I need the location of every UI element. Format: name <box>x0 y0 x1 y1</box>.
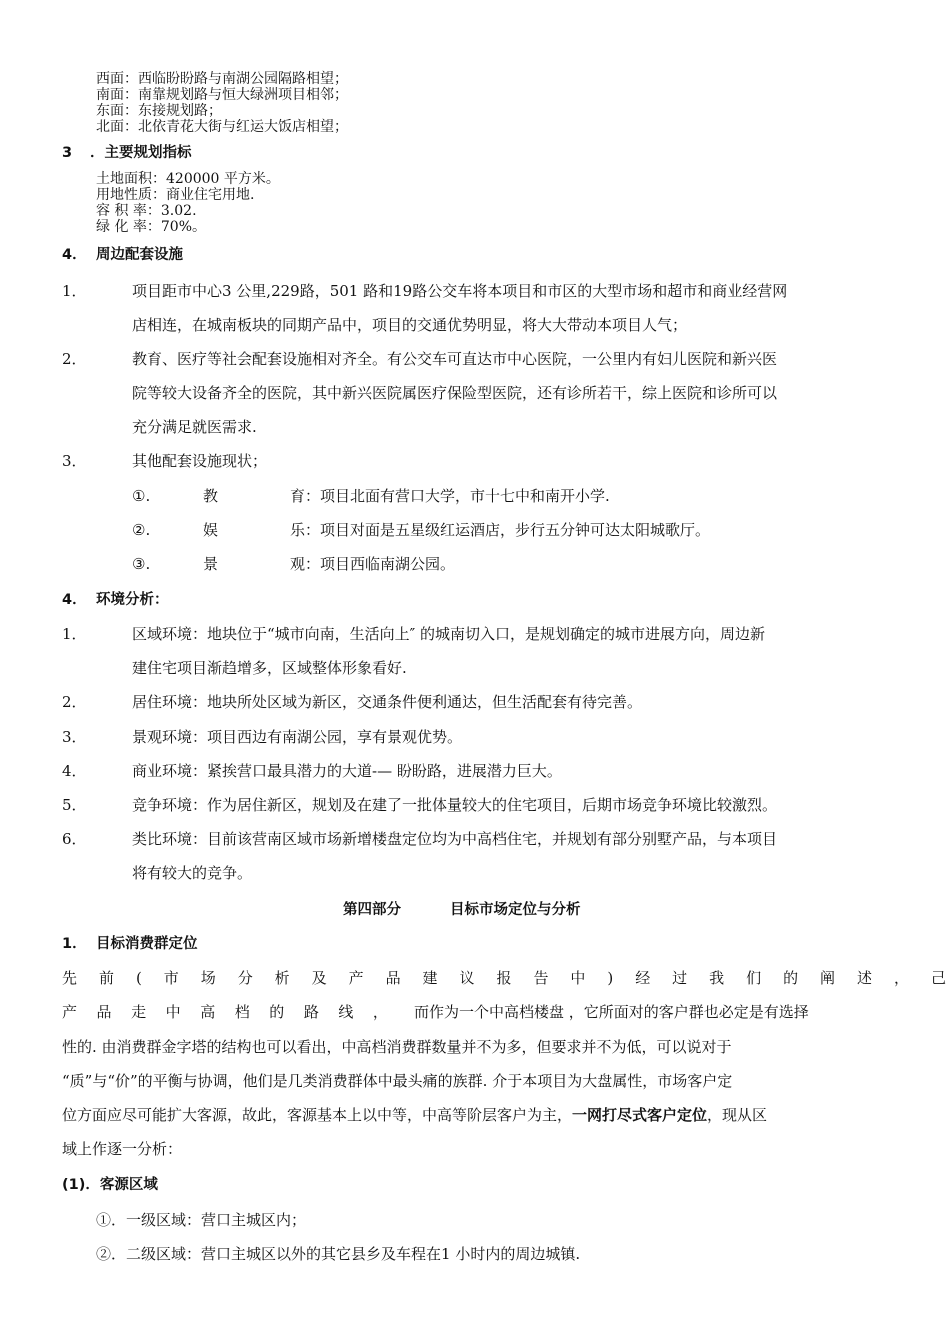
line-1-char: 先 <box>62 969 78 987</box>
env-5-number: 5． <box>62 796 87 814</box>
indicator-plot-ratio: 容 积 率：3.02. <box>96 203 197 219</box>
section-4-title: 周边配套设施 <box>96 247 183 263</box>
line-1-char: 析 <box>274 969 290 987</box>
line-1-char: 及 <box>311 969 327 987</box>
line-1-char: 前 <box>98 969 114 987</box>
target-line-1 <box>62 968 946 988</box>
target-line-5 <box>62 1105 767 1125</box>
facility-2-line-3: 充分满足就医需求. <box>132 418 257 436</box>
env-1-line-1: 区域环境：地块位于“城市向南，生活向上″ 的城南切入口，是规划确定的城市进展方向，周边新 <box>132 625 766 643</box>
env-3-line-1: 景观环境：项目西边有南湖公园，享有景观优势。 <box>132 728 463 746</box>
line-1-char: 述 <box>857 969 873 987</box>
target-title: 目标消费群定位 <box>96 936 198 952</box>
line-1-char: 中 <box>570 969 586 987</box>
env-4-number: 4． <box>62 762 87 780</box>
line-1-char: 阐 <box>820 969 836 987</box>
env-2-line-1: 居住环境：地块所处区域为新区，交通条件便利通达，但生活配套有待完善。 <box>132 693 643 711</box>
boundary-west: 西面：西临盼盼路与南湖公园隔路相望； <box>96 71 348 87</box>
target-line-4: “质”与“价”的平衡与协调，他们是几类消费群体中最头痛的族群. 介于本项目为大盘属性，市场客户定 <box>62 1072 733 1090</box>
line-2-char: 产 <box>62 1003 78 1021</box>
line-1-char: 分 <box>237 969 253 987</box>
section-4-number: 4． <box>62 247 87 263</box>
line-1-char: 己 <box>930 969 946 987</box>
target-line-3: 性的. 由消费群金字塔的结构也可以看出，中高档消费群数量并不为多，但要求并不为低，可以说对于 <box>62 1038 732 1056</box>
env-6-line-2: 将有较大的竞争。 <box>132 864 253 882</box>
line-2-char: 中 <box>165 1003 181 1021</box>
source-area-1: ①．一级区域：营口主城区内； <box>96 1211 307 1229</box>
line-1-char: 我 <box>709 969 725 987</box>
line-2-char: 高 <box>200 1003 216 1021</box>
line-2-char: 的 <box>269 1003 285 1021</box>
sub-1-char: 教 <box>203 487 219 505</box>
source-area-2: ②．二级区域：营口主城区以外的其它县乡及车程在1 小时内的周边城镇. <box>96 1245 581 1263</box>
target-line-5-emphasis: 一网打尽式客户定位 <box>572 1106 708 1124</box>
line-1-char: 的 <box>783 969 799 987</box>
env-1-line-2: 建住宅项目渐趋增多，区域整体形象看好. <box>132 659 407 677</box>
line-2-char: 线 <box>338 1003 354 1021</box>
env-4-line-1: 商业环境：紧挨营口最具潜力的大道-— 盼盼路，进展潜力巨大。 <box>132 762 562 780</box>
env-6-line-1: 类比环境：目前该营南区域市场新增楼盘定位均为中高档住宅，并规划有部分别墅产品，与本项目 <box>132 830 778 848</box>
boundary-east: 东面：东接规划路； <box>96 103 222 119</box>
section-3-title: ．主要规划指标 <box>90 145 192 161</box>
line-1-char: 场 <box>200 969 216 987</box>
line-1-char: 产 <box>348 969 364 987</box>
indicator-land-use: 用地性质：商业住宅用地. <box>96 187 255 203</box>
indicator-land-area: 土地面积：420000 平方米。 <box>96 171 280 187</box>
line-2-char: 档 <box>234 1003 250 1021</box>
boundary-north: 北面：北依青花大街与红运大饭店相望； <box>96 119 348 135</box>
env-6-number: 6． <box>62 830 87 848</box>
boundary-south: 南面：南靠规划路与恒大绿洲项目相邻； <box>96 87 348 103</box>
facility-2-number: 2． <box>62 350 87 368</box>
sub-1-text: 育：项目北面有营口大学，市十七中和南开小学. <box>290 487 610 505</box>
source-area-title: (1)．客源区域 <box>62 1177 158 1193</box>
target-line-2a <box>62 1002 388 1022</box>
line-1-char: 报 <box>496 969 512 987</box>
facility-3-line-1: 其他配套设施现状； <box>132 452 268 470</box>
facility-2-line-1: 教育、医疗等社会配套设施相对齐全。有公交车可直达市中心医院，一公里内有妇儿医院和新兴医 <box>132 350 778 368</box>
sub-2-text: 乐：项目对面是五星级红运酒店，步行五分钟可达太阳城歌厅。 <box>290 521 711 539</box>
env-5-line-1: 竞争环境：作为居住新区，规划及在建了一批体量较大的住宅项目，后期市场竞争环境比较激烈。 <box>132 796 778 814</box>
part-4-label: 第四部分 <box>343 902 401 918</box>
line-2-char: 走 <box>131 1003 147 1021</box>
sub-3-text: 观：项目西临南湖公园。 <box>290 555 456 573</box>
indicator-green-ratio: 绿 化 率：70%。 <box>96 219 207 235</box>
sub-2-char: 娱 <box>203 521 219 539</box>
target-line-5-c: ，现从区 <box>707 1106 768 1124</box>
section-env-number: 4． <box>62 592 87 608</box>
section-3-number: 3 <box>62 145 73 161</box>
line-1-char: 们 <box>746 969 762 987</box>
target-line-2b: 而作为一个中高档楼盘 ，它所面对的客户群也必定是有选择 <box>414 1003 809 1021</box>
line-1-char: 过 <box>672 969 688 987</box>
line-1-char: 品 <box>385 969 401 987</box>
line-1-char: ( <box>135 969 142 987</box>
part-4-title: 目标市场定位与分析 <box>450 902 581 918</box>
line-2-char: 品 <box>96 1003 112 1021</box>
line-2-char: 路 <box>303 1003 319 1021</box>
facility-3-number: 3． <box>62 452 87 470</box>
line-2-char: ， <box>372 1003 388 1021</box>
env-3-number: 3． <box>62 728 87 746</box>
line-1-char: 经 <box>635 969 651 987</box>
facility-2-line-2: 院等较大设备齐全的医院，其中新兴医院属医疗保险型医院，还有诊所若干，综上医院和诊所可以 <box>132 384 778 402</box>
sub-3-number: ③. <box>132 555 151 573</box>
section-env-title: 环境分析： <box>96 592 169 608</box>
line-1-char: ) <box>607 969 614 987</box>
line-1-char: 市 <box>163 969 179 987</box>
facility-1-number: 1． <box>62 282 87 300</box>
target-line-6: 域上作逐一分析： <box>62 1140 183 1158</box>
sub-3-char: 景 <box>203 555 219 573</box>
sub-2-number: ②. <box>132 521 151 539</box>
env-1-number: 1． <box>62 625 87 643</box>
line-1-char: ， <box>893 969 909 987</box>
facility-1-line-2: 店相连，在城南板块的同期产品中，项目的交通优势明显，将大大带动本项目人气； <box>132 316 688 334</box>
facility-1-line-1: 项目距市中心3 公里,229路，501 路和19路公交车将本项目和市区的大型市场和超市和商业经营网 <box>132 282 788 300</box>
target-line-5-a: 位方面应尽可能扩大客源，故此，客源基本上以中等，中高等阶层客户为主， <box>62 1106 573 1124</box>
target-number: 1． <box>62 936 87 952</box>
line-1-char: 告 <box>533 969 549 987</box>
line-1-char: 议 <box>459 969 475 987</box>
env-2-number: 2． <box>62 693 87 711</box>
sub-1-number: ①. <box>132 487 151 505</box>
line-1-char: 建 <box>422 969 438 987</box>
